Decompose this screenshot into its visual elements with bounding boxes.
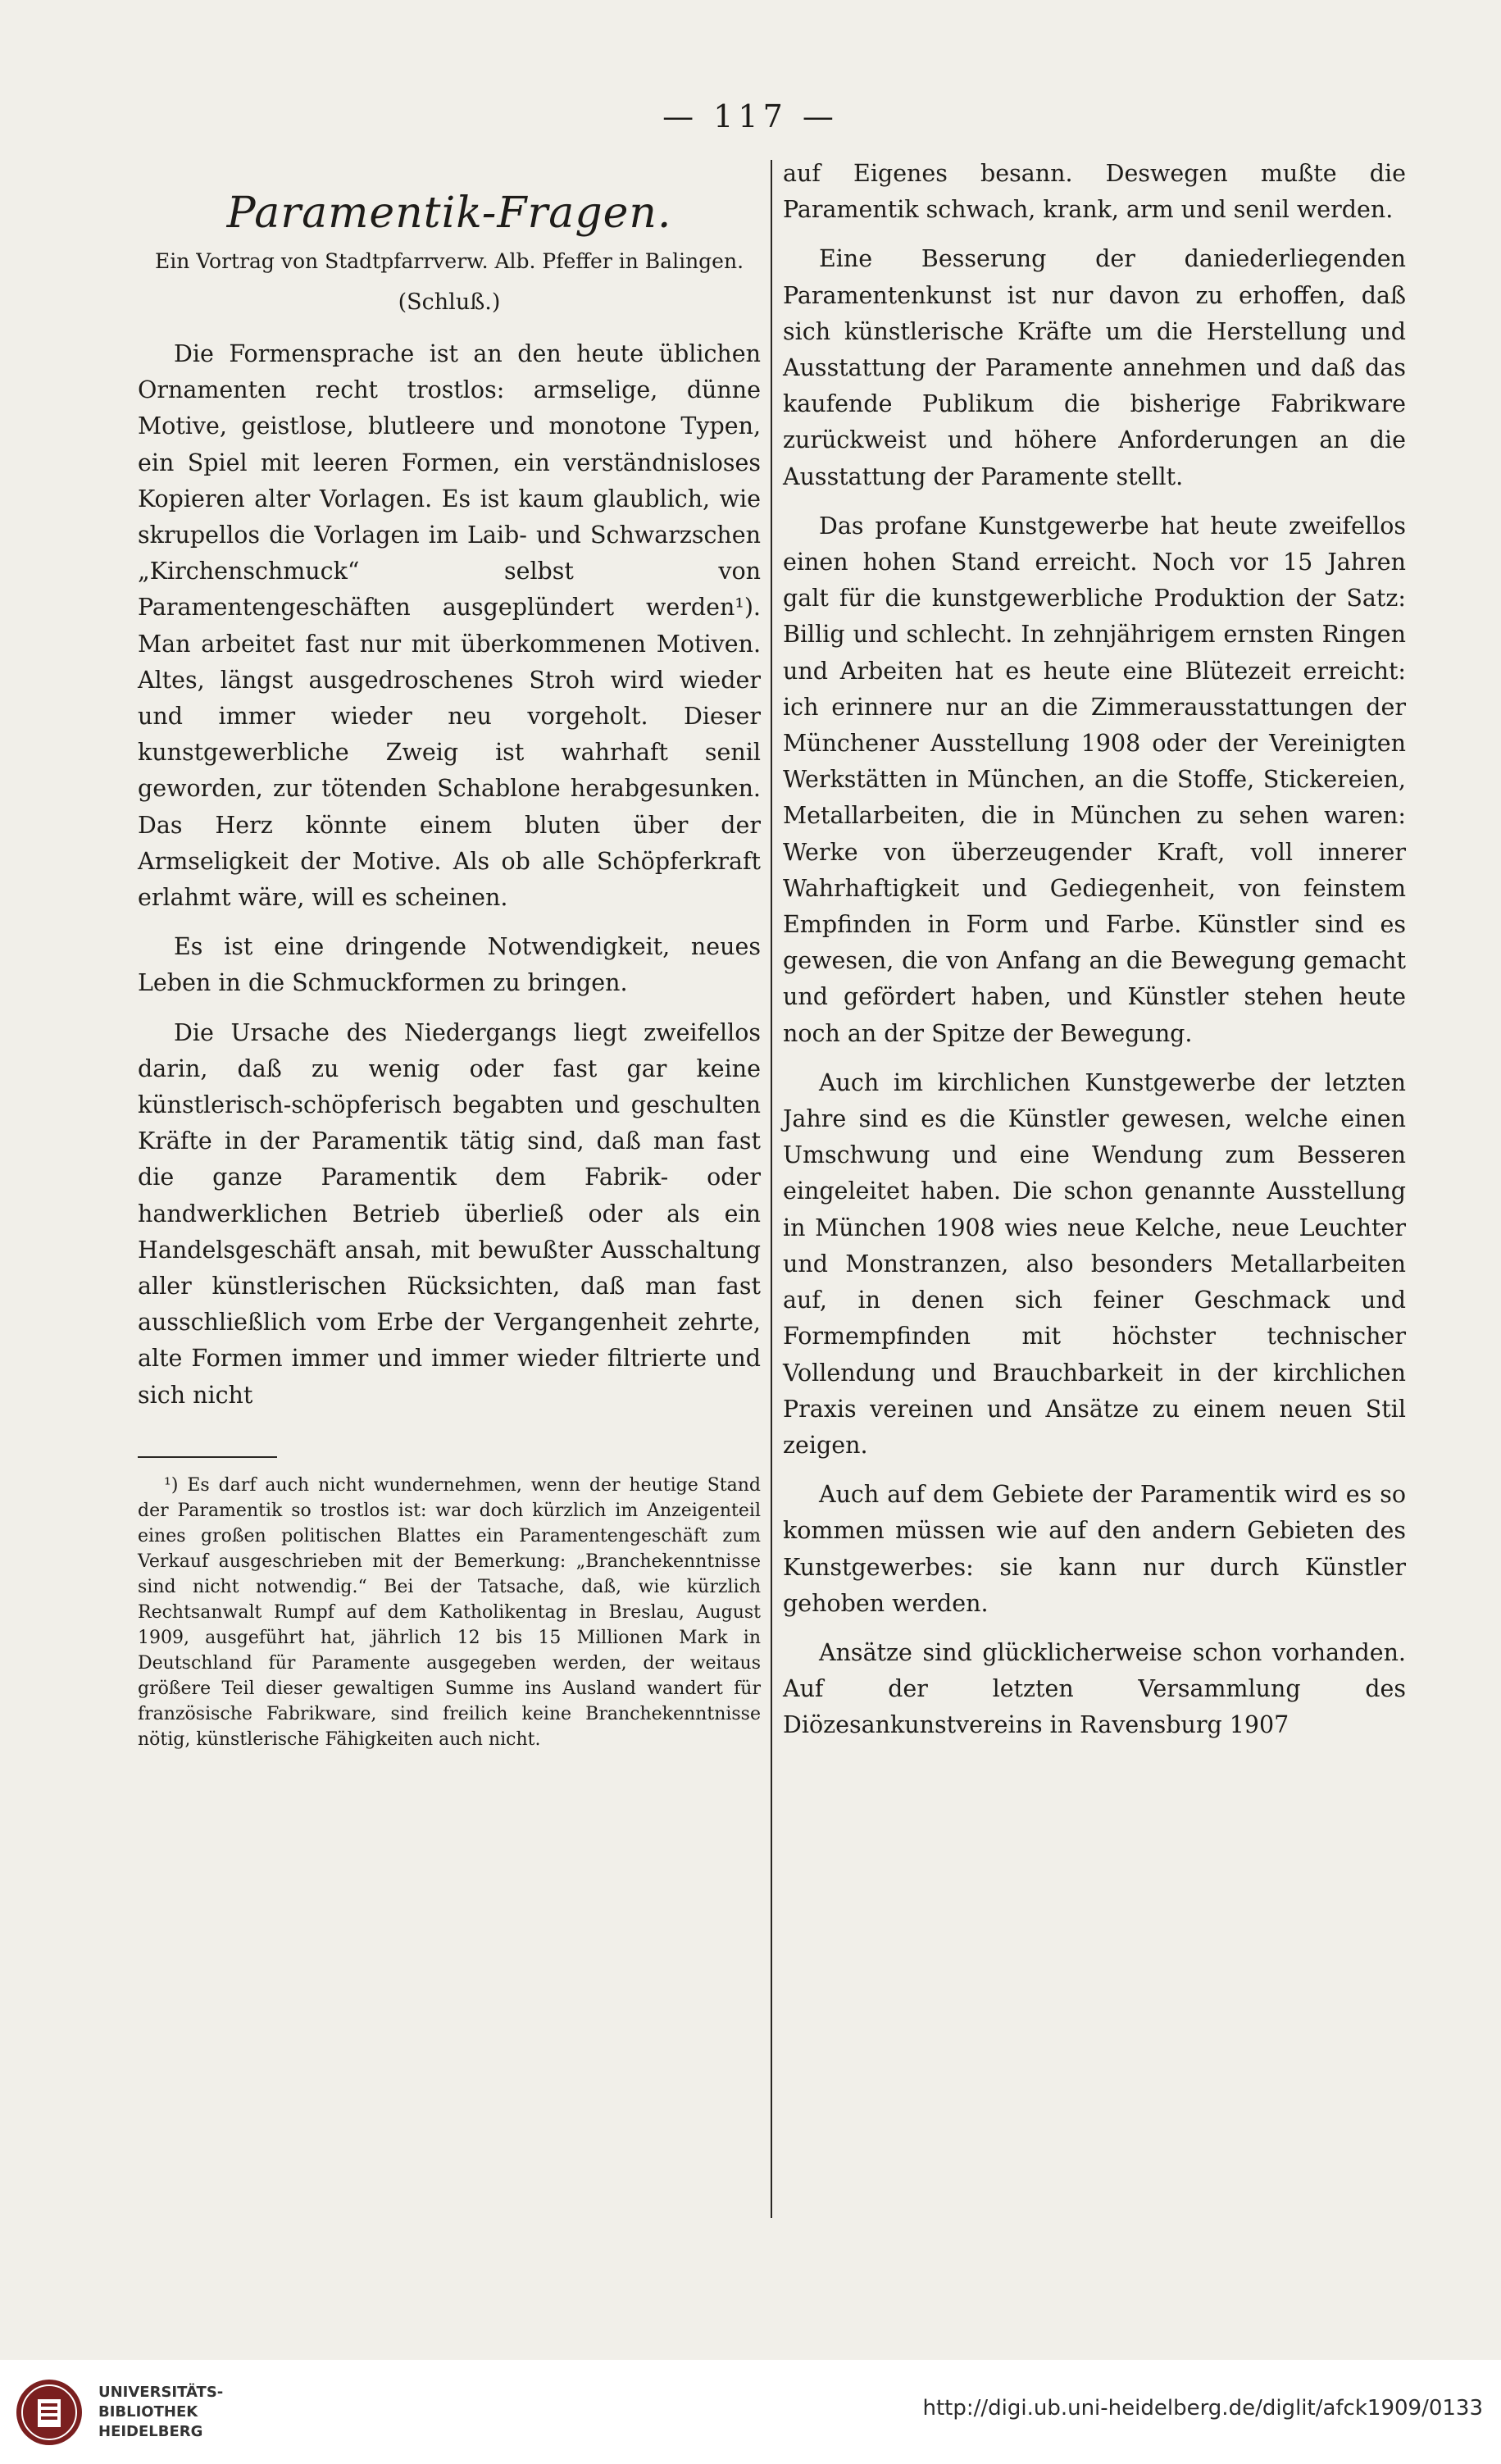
logo-line: UNIVERSITÄTS-: [98, 2384, 224, 2401]
footer-bar: [0, 2360, 1501, 2464]
library-logo-text: [98, 2383, 223, 2442]
footnote-divider: [138, 1456, 277, 1458]
left-column: [138, 156, 761, 1752]
continuation-note: (Schluß.): [398, 289, 501, 315]
logo-line: HEIDELBERG: [98, 2423, 203, 2440]
source-url-link[interactable]: http://digi.ub.uni-heidelberg.de/diglit/afck1909/0133: [922, 2396, 1483, 2421]
paragraph: Auch auf dem Gebiete der Paramentik wird es so kommen müssen wie auf den andern Gebieten des Kunstgewerbes: sie kann nur durch Künstler gehoben werden.: [783, 1481, 1406, 1617]
paragraph: Auch im kirchlichen Kunstgewerbe der letzten Jahre sind es die Künstler gewesen, welche einen Umschwung und eine Wendung zum Besseren eingeleitet haben. Die schon genannte Ausstellung in München 1908 wies neue Kelche, neue Leuchter und Monstranzen, also besonders Metallarbeiten auf, in denen sich feiner Geschmack und Formempfinden mit höchster technischer Vollendung und Brauchbarkeit in der kirchlichen Praxis vereinen und Ansätze zu einem neuen Stil zeigen.: [783, 1068, 1406, 1459]
paragraph: Die Formensprache ist an den heute üblichen Ornamenten recht trostlos: armselige, dünne Motive, geistlose, blutleere und monotone Typen, ein Spiel mit leeren Formen, ein verständnisloses Kopieren alter Vorlagen. Es ist kaum glaublich, wie skrupellos die Vorlagen im Laib- und Schwarzschen „Kirchenschmuck“ selbst von Paramentengeschäften ausgeplündert werden¹). Man arbeitet fast nur mit überkommenen Motiven. Altes, längst ausgedroschenes Stroh wird wieder und immer wieder neu vorgeholt. Dieser kunstgewerbliche Zweig ist wahrhaft senil geworden, zur tötenden Schablone herabgesunken. Das Herz könnte einem bluten über der Armseligkeit der Motive. Als ob alle Schöpferkraft erlahmt wäre, will es scheinen.: [138, 340, 761, 912]
paragraph: Ansätze sind glücklicherweise schon vorhanden. Auf der letzten Versammlung des Diözesankunstvereins in Ravensburg 1907: [783, 1638, 1406, 1739]
right-column: [783, 156, 1406, 1744]
paragraph: Die Ursache des Niedergangs liegt zweifellos darin, daß zu wenig oder fast gar keine künstlerisch-schöpferisch begabten und geschulten Kräfte in der Paramentik tätig sind, daß man fast die ganze Paramentik dem Fabrik- oder handwerklichen Betrieb überließ oder als ein Handelsgeschäft ansah, mit bewußter Ausschaltung aller künstlerischen Rücksichten, daß man fast ausschließlich vom Erbe der Vergangenheit zehrte, alte Formen immer und immer wieder filtrierte und sich nicht: [138, 1018, 761, 1409]
article-byline: Ein Vortrag von Stadtpfarrverw. Alb. Pfeffer in Balingen.: [154, 249, 744, 273]
footnote: ¹) Es darf auch nicht wundernehmen, wenn der heutige Stand der Paramentik so trostlos ist: war doch kürzlich im Anzeigenteil eines großen politischen Blattes ein Paramentengeschäft zum Verkauf ausgeschrieben mit der Bemerkung: „Branchekenntnisse sind nicht notwendig.“ Bei der Tatsache, daß, wie kürzlich Rechtsanwalt Rumpf auf dem Katholikentag in Breslau, August 1909, ausgeführt hat, jährlich 12 bis 15 Millionen Mark in Deutschland für Paramente ausgegeben werden, der weitaus größere Teil dieser gewaltigen Summe ins Ausland wandert für französische Fabrikware, sind freilich keine Branchekenntnisse nötig, künstlerische Fähigkeiten auch nicht.: [138, 1474, 761, 1750]
logo-line: BIBLIOTHEK: [98, 2403, 198, 2421]
university-seal-icon: [13, 2376, 85, 2448]
page-number: — 117 —: [662, 98, 839, 134]
paragraph: Das profane Kunstgewerbe hat heute zweifellos einen hohen Stand erreicht. Noch vor 15 Jahren galt für die kunstgewerbliche Produktion der Satz: Billig und schlecht. In zehnjährigem ernsten Ringen und Arbeiten hat es heute eine Blütezeit erreicht: ich erinnere nur an die Zimmerausstattungen der Münchener Ausstellung 1908 oder der Vereinigten Werkstätten in München, an die Stoffe, Stickereien, Metallarbeiten, die in München zu sehen waren: Werke von überzeugender Kraft, voll innerer Wahrhaftigkeit und Gediegenheit, von feinstem Empfinden in Form und Farbe. Künstler sind es gewesen, die von Anfang an die Bewegung gemacht und gefördert haben, und Künstler stehen heute noch an der Spitze der Bewegung.: [783, 512, 1406, 1047]
paragraph: auf Eigenes besann. Deswegen mußte die Paramentik schwach, krank, arm und senil werden.: [783, 160, 1406, 224]
paragraph: Es ist eine dringende Notwendigkeit, neues Leben in die Schmuckformen zu bringen.: [138, 933, 761, 997]
article-title: Paramentik-Fragen.: [226, 189, 672, 238]
column-divider: [771, 160, 772, 2218]
paragraph: Eine Besserung der daniederliegenden Paramentenkunst ist nur davon zu erhoffen, daß sich künstlerische Kräfte um die Herstellung und Ausstattung der Paramente annehmen und daß das kaufende Publikum die bisherige Fabrikware zurückweist und höhere Anforderungen an die Ausstattung der Paramente stellt.: [783, 245, 1406, 490]
